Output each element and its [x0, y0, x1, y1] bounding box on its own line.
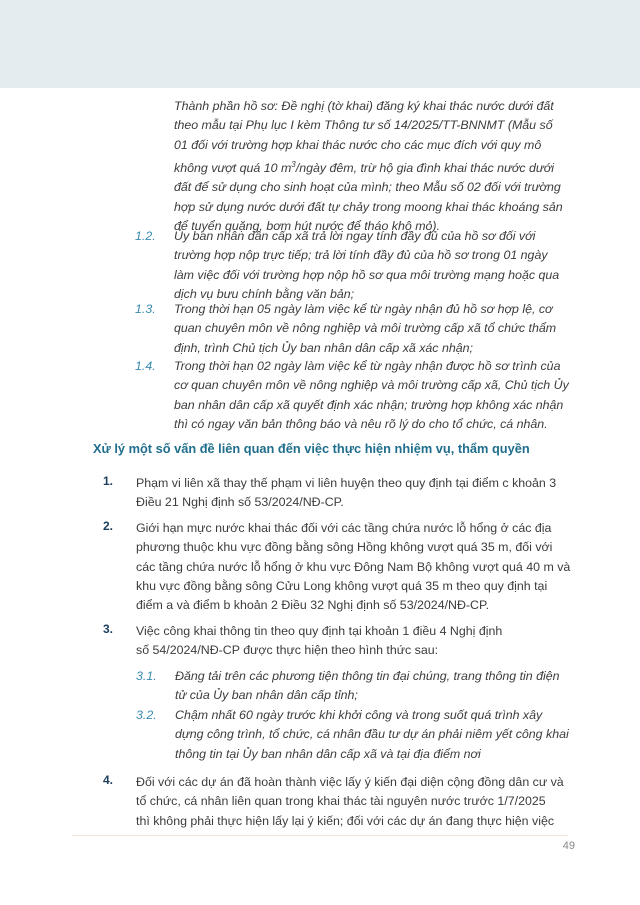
step-line: định, trình Chủ tịch Ủy ban nhân dân cấp xã xác nhận; [174, 340, 473, 355]
intro-line: 01 đối với trường hợp khai thác nước cho các mục đích với quy mô [174, 137, 542, 152]
footer-rule [72, 835, 568, 836]
item-line: điểm a và điểm b khoản 2 Điều 32 Nghị định số 53/2024/NĐ-CP. [136, 598, 490, 613]
item-number: 2. [103, 519, 114, 533]
step-line: cơ quan chuyên môn về nông nghiệp và môi trường cấp xã, Chủ tịch Ủy [174, 378, 569, 393]
item-number: 1. [103, 474, 114, 488]
step-number: 1.4. [135, 359, 156, 373]
subitem-text [175, 667, 575, 706]
item-text [136, 622, 576, 661]
step-text [174, 227, 574, 304]
step-number: 1.3. [135, 302, 156, 316]
step-line: trường hợp nộp trực tiếp; trả lời tính đầy đủ của hồ sơ trong 01 ngày [174, 248, 548, 263]
step-line: Trong thời hạn 05 ngày làm việc kể từ ngày nhận đủ hồ sơ hợp lệ, cơ [174, 302, 553, 316]
header-band [0, 0, 640, 88]
item-line: thì không phải thực hiện lấy lại ý kiến; đối với các dự án đang thực hiện việc [136, 813, 555, 828]
step-line: làm việc đối với trường hợp nộp hồ sơ qua môi trường mạng hoặc qua [174, 267, 560, 282]
item-text [136, 474, 576, 513]
item-line: Điều 21 Nghị định số 53/2024/NĐ-CP. [136, 495, 344, 510]
intro-line [174, 155, 574, 178]
subitem-line: dựng công trình, tổ chức, cá nhân đầu tư dự án phải niêm yết công khai [175, 727, 569, 742]
intro-line: Thành phần hồ sơ: Đề nghị (tờ khai) đăng ký khai thác nước dưới đất [174, 99, 554, 113]
subitem-line: tử của Ủy ban nhân dân cấp tỉnh; [175, 688, 358, 703]
subitem-text [175, 706, 575, 764]
item-line: số 54/2024/NĐ-CP được thực hiện theo hình thức sau: [136, 643, 439, 658]
item-text [136, 773, 576, 831]
item-text [136, 519, 576, 615]
subitem-line: thông tin tại Ủy ban nhân dân cấp xã và tại địa điểm nơi [175, 746, 481, 761]
item-line: khu vực đồng bằng sông Cửu Long không vượt quá 35 m theo quy định tại [136, 578, 548, 593]
section-heading: Xử lý một số vấn đề liên quan đến việc thực hiện nhiệm vụ, thẩm quyền [93, 441, 530, 456]
subitem-line: Chậm nhất 60 ngày trước khi khởi công và trong suốt quá trình xây [175, 708, 543, 722]
item-line: phương thuộc khu vực đồng bằng sông Hồng không vượt quá 35 m, đối với [136, 540, 553, 555]
subitem-line: Đăng tải trên các phương tiện thông tin đại chúng, trang thông tin điện [175, 669, 560, 683]
intro-line: để tuyển quặng, bơm hút nước để tháo khô mỏ). [174, 218, 440, 233]
step-line: ban nhân dân cấp xã quyết định xác nhận; trường hợp không xác nhận [174, 397, 564, 412]
item-line: các tầng chứa nước lỗ hổng ở khu vực Đông Nam Bộ không vượt quá 40 m và [136, 559, 571, 574]
item-line: Đối với các dự án đã hoàn thành việc lấy ý kiến đại diện cộng đồng dân cư và [136, 775, 564, 789]
page-number: 49 [562, 840, 575, 852]
item-number: 3. [103, 622, 114, 636]
item-line: Giới hạn mực nước khai thác đối với các tầng chứa nước lỗ hổng ở các địa [136, 521, 552, 535]
item-number: 4. [103, 773, 114, 787]
step-line: Trong thời hạn 02 ngày làm việc kể từ ngày nhận được hồ sơ trình của [174, 359, 561, 373]
intro-line: đất để sử dụng cho sinh hoạt của mình; theo Mẫu số 02 đối với trường [174, 180, 561, 195]
intro-paragraph [174, 97, 574, 236]
step-number: 1.2. [135, 229, 156, 243]
intro-line: hợp sử dụng nước dưới đất tự chảy trong moong khai thác khoáng sản [174, 199, 563, 214]
item-line: Phạm vi liên xã thay thế phạm vi liên huyện theo quy định tại điểm c khoản 3 [136, 476, 557, 490]
item-line: Việc công khai thông tin theo quy định tại khoản 1 điều 4 Nghị định [136, 624, 503, 638]
step-text [174, 357, 574, 434]
intro-line-part: không vượt quá 10 m [174, 161, 292, 176]
superscript: 3 [291, 159, 296, 169]
step-text [174, 300, 574, 358]
intro-line-part: /ngày đêm, trừ hộ gia đình khai thác nước dưới [295, 161, 555, 176]
step-line: thì có ngay văn bản thông báo và nêu rõ lý do cho tổ chức, cá nhân. [174, 416, 548, 431]
subitem-number: 3.2. [136, 708, 157, 722]
step-line: Ủy ban nhân dân cấp xã trả lời ngay tính đầy đủ của hồ sơ đối với [174, 229, 536, 243]
step-line: dịch vụ bưu chính bằng văn bản; [174, 286, 355, 301]
item-line: tổ chức, cá nhân liên quan trong khai thác tài nguyên nước trước 1/7/2025 [136, 794, 546, 809]
intro-line: theo mẫu tại Phụ lục I kèm Thông tư số 14/2025/TT-BNNMT (Mẫu số [174, 118, 553, 133]
subitem-number: 3.1. [136, 669, 157, 683]
step-line: quan chuyên môn về nông nghiệp và môi trường cấp xã tổ chức thẩm [174, 321, 557, 336]
